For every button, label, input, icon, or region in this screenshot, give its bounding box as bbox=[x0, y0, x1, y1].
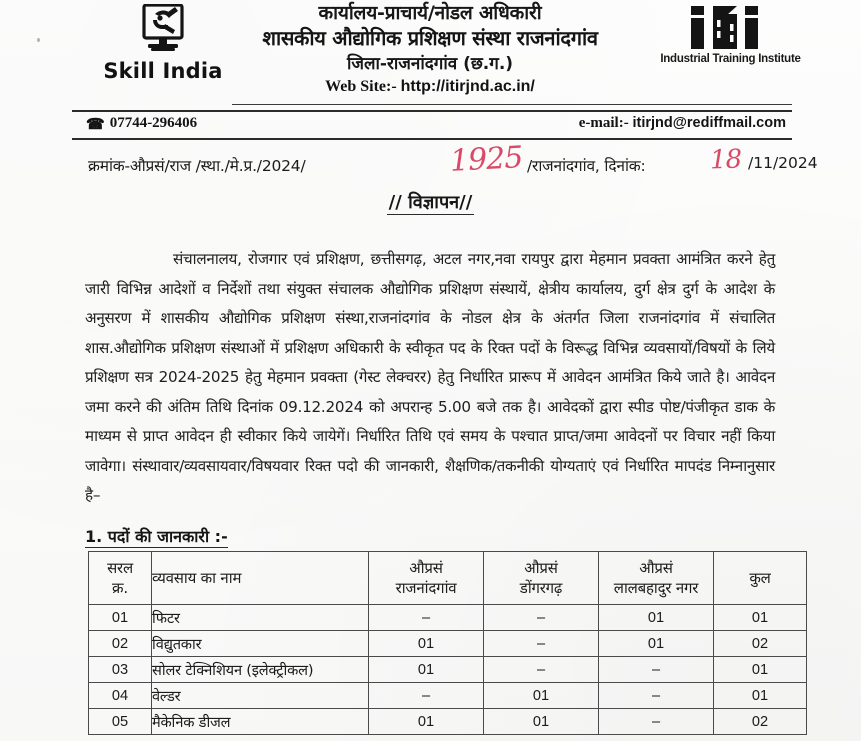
office-line-1: कार्यालय-प्राचार्य/नोडल अधिकारी bbox=[318, 2, 542, 24]
col-header-serial-l1: सरल bbox=[107, 558, 133, 577]
cell-iti-rajnandgaon: 01 bbox=[369, 657, 484, 683]
cell-iti-rajnandgaon: – bbox=[369, 605, 484, 631]
cell-trade-name: वेल्डर bbox=[152, 683, 369, 709]
cell-serial: 05 bbox=[89, 709, 152, 735]
skill-india-label: Skill India bbox=[103, 59, 223, 83]
reference-date-printed: /11/2024 bbox=[748, 154, 818, 172]
cell-iti-lalbahadur-nagar: – bbox=[599, 683, 714, 709]
letterhead-header bbox=[0, 0, 861, 100]
table-row bbox=[89, 709, 807, 735]
cell-total: 01 bbox=[714, 657, 807, 683]
cell-iti-rajnandgaon: 01 bbox=[369, 631, 484, 657]
section-heading-posts bbox=[85, 525, 228, 547]
iti-logo bbox=[658, 4, 803, 65]
table-row bbox=[89, 657, 807, 683]
col-header-total-l1: कुल bbox=[749, 568, 771, 587]
cell-trade-name: मैकेनिक डीजल bbox=[152, 709, 369, 735]
cell-iti-dongargarh: 01 bbox=[484, 683, 599, 709]
posts-table-head bbox=[89, 552, 807, 605]
reference-prefix: क्रमांक-औप्रसं/राज /स्था./मे.प्र./2024/ bbox=[88, 157, 306, 175]
website-url[interactable]: http://itirjnd.ac.in/ bbox=[400, 78, 535, 96]
cell-iti-dongargarh: 01 bbox=[484, 709, 599, 735]
cell-total: 01 bbox=[714, 683, 807, 709]
cell-iti-lalbahadur-nagar: 01 bbox=[599, 631, 714, 657]
iti-logo-icon bbox=[683, 4, 779, 50]
office-line-2: शासकीय औद्योगिक प्रशिक्षण संस्था राजनांदगांव bbox=[262, 26, 598, 51]
col-header-dgh-l1: औप्रसं bbox=[524, 558, 558, 577]
reference-place-date-label: /राजनांदगांव, दिनांक: bbox=[527, 157, 646, 175]
cell-iti-lalbahadur-nagar: 01 bbox=[599, 605, 714, 631]
cell-iti-dongargarh: – bbox=[484, 631, 599, 657]
page-title bbox=[0, 190, 861, 214]
contact-band bbox=[72, 112, 792, 138]
phone-number-text: 07744-296406 bbox=[109, 115, 198, 131]
cell-serial: 04 bbox=[89, 683, 152, 709]
col-header-serial-l2: क्र. bbox=[112, 579, 128, 597]
reference-number-handwritten: 1925 bbox=[449, 140, 524, 179]
office-line-3: जिला-राजनांदगांव (छ.ग.) bbox=[346, 54, 514, 75]
skill-india-monitor-icon bbox=[135, 4, 191, 58]
posts-table-body bbox=[89, 605, 807, 735]
notice-body-text: संचालनालय, रोजगार एवं प्रशिक्षण, छत्तीसगढ़, अटल नगर,नवा रायपुर द्वारा मेहमान प्रवक्ता आमंत्रित करने हेतु जारी विभिन्न आदेशों व निर्देशों तथा संयुक्त संचालक औद्योगिक प्रशिक्षण संस्थायें, क्षेत्रीय कार्यालय, दुर्ग क्षेत्र दुर्ग के आदेश के अनुसरण में शासकीय औद्योगिक प्रशिक्षण संस्था,राजनांदगांव के नोडल क्षेत्र के अंतर्गत जिला राजनांदगांव में संचालित शास.औद्योगिक प्रशिक्षण संस्थाओं में प्रशिक्षण अधिकारी के स्वीकृत पद के रिक्त पदों के विरूद्ध विभिन्न व्यवसायों/विषयों के लिये प्रशिक्षण सत्र 2024-2025 हेतु मेहमान प्रवक्ता (गेस्ट लेक्चरर) हेतु निर्धारित प्रारूप में आवेदन आमंत्रित किये जाते है। आवेदन जमा करने की अंतिम तिथि दिनांक 09.12.2024 को अपरान्ह 5.00 बजे तक है। आवेदकों द्वारा स्पीड पोष्ट/पंजीकृत डाक के माध्यम से प्राप्त आवेदन ही स्वीकार किये जायेगें। निर्धारित तिथि एवं समय के पश्चात प्राप्त/जमा आवेदनों पर विचार नहीं किया जावेगा। संस्थावार/व्यवसायवार/विषयवार रिक्त पदो की जानकारी, शैक्षणिक/तकनीकी योग्यताएं एवं निर्धारित मापदंड निम्नानुसार है– bbox=[85, 250, 775, 505]
col-header-rjn-l2: राजनांदगांव bbox=[395, 579, 457, 597]
col-header-iti-rajnandgaon bbox=[369, 552, 484, 605]
cell-trade-name: सोलर टेक्निशियन (इलेक्ट्रीकल) bbox=[152, 657, 369, 683]
cell-serial: 02 bbox=[89, 631, 152, 657]
col-header-serial bbox=[89, 552, 152, 605]
reference-date-handwritten: 18 bbox=[709, 144, 742, 176]
col-header-rjn-l1: औप्रसं bbox=[409, 558, 443, 577]
iti-subtitle: Industrial Training Institute bbox=[660, 53, 801, 65]
cell-serial: 03 bbox=[89, 657, 152, 683]
website-label: Web Site:- bbox=[325, 78, 397, 96]
col-header-dgh-l2: डोंगरगढ़ bbox=[519, 579, 563, 597]
telephone-icon: ☎ bbox=[86, 117, 105, 133]
reference-line bbox=[0, 140, 861, 182]
cell-total: 02 bbox=[714, 709, 807, 735]
cell-iti-dongargarh: – bbox=[484, 605, 599, 631]
email-address bbox=[579, 115, 786, 132]
table-row bbox=[89, 605, 807, 631]
cell-iti-dongargarh: – bbox=[484, 657, 599, 683]
cell-iti-lalbahadur-nagar: – bbox=[599, 709, 714, 735]
website-line bbox=[190, 78, 670, 96]
cell-total: 02 bbox=[714, 631, 807, 657]
col-header-lbn-l1: औप्रसं bbox=[639, 558, 673, 577]
cell-trade-name: विद्युतकार bbox=[152, 631, 369, 657]
section-heading-text: 1. पदों की जानकारी :- bbox=[85, 527, 228, 546]
posts-table-wrapper bbox=[88, 551, 780, 735]
contact-rule-bottom bbox=[72, 138, 792, 140]
cell-serial: 01 bbox=[89, 605, 152, 631]
phone-number bbox=[86, 115, 197, 133]
page-title-text: // विज्ञापन// bbox=[388, 192, 473, 213]
col-header-trade-l1: व्यवसाय का नाम bbox=[152, 568, 242, 587]
table-header-row bbox=[89, 552, 807, 605]
cell-trade-name: फिटर bbox=[152, 605, 369, 631]
col-header-lbn-l2: लालबहादुर नगर bbox=[613, 579, 699, 597]
table-row bbox=[89, 683, 807, 709]
email-label: e-mail:- bbox=[578, 115, 629, 131]
col-header-iti-lalbahadur-nagar bbox=[599, 552, 714, 605]
cell-iti-rajnandgaon: – bbox=[369, 683, 484, 709]
email-address-text[interactable]: itirjnd@rediffmail.com bbox=[632, 115, 786, 131]
col-header-trade bbox=[152, 552, 369, 605]
posts-table bbox=[88, 551, 807, 735]
cell-iti-lalbahadur-nagar: – bbox=[599, 657, 714, 683]
institute-title-block bbox=[190, 2, 670, 96]
table-row bbox=[89, 631, 807, 657]
col-header-iti-dongargarh bbox=[484, 552, 599, 605]
header-rule-top bbox=[232, 104, 792, 105]
col-header-total bbox=[714, 552, 807, 605]
cell-total: 01 bbox=[714, 605, 807, 631]
cell-iti-rajnandgaon: 01 bbox=[369, 709, 484, 735]
